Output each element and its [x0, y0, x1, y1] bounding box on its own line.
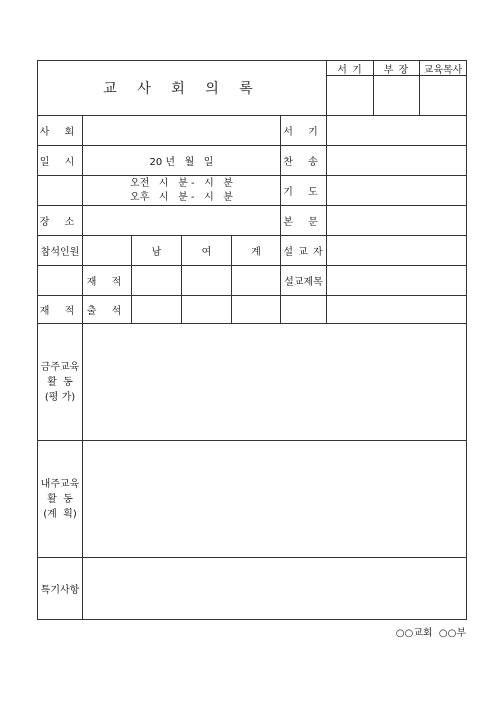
- next-week-line1: 내주교육: [40, 478, 80, 490]
- this-week-line1: 금주교육: [40, 361, 80, 373]
- field-chair[interactable]: [82, 115, 281, 146]
- sign-label-secretary: 서 기: [326, 60, 374, 76]
- label-place: 장 소: [37, 205, 83, 236]
- label-special: 특기사항: [37, 557, 83, 620]
- label-blank-left: [37, 265, 83, 296]
- this-week-line2: 활 동: [47, 376, 73, 388]
- field-date[interactable]: 20 년 월 일: [82, 145, 281, 176]
- field-hymn[interactable]: [326, 145, 467, 176]
- field-this-week[interactable]: [82, 323, 467, 441]
- field-preacher[interactable]: [326, 235, 467, 266]
- field-attendance-note[interactable]: [326, 295, 467, 324]
- field-special[interactable]: [82, 557, 467, 620]
- sign-box-secretary[interactable]: [326, 75, 374, 116]
- form-title: 교 사 회 의 록: [37, 60, 327, 116]
- label-female: 여: [181, 235, 232, 266]
- label-hymn: 찬 송: [280, 145, 327, 176]
- label-prayer: 기 도: [280, 175, 327, 206]
- field-place[interactable]: [82, 205, 281, 236]
- next-week-line3: (계 획): [43, 508, 77, 520]
- next-week-line2: 활 동: [47, 493, 73, 505]
- field-scripture[interactable]: [326, 205, 467, 236]
- field-enrolled-total[interactable]: [231, 265, 281, 296]
- sign-box-pastor[interactable]: [419, 75, 467, 116]
- field-attendance-female[interactable]: [181, 295, 232, 324]
- label-next-week: [37, 440, 83, 558]
- label-attendance: 출 석: [82, 295, 132, 324]
- field-enrolled-male[interactable]: [131, 265, 182, 296]
- label-enrolled: 재 적: [82, 265, 132, 296]
- this-week-line3: (평 가): [44, 391, 76, 403]
- attendees-blank: [82, 235, 132, 266]
- sign-label-pastor: 교육목사: [419, 60, 467, 76]
- label-date: 일 시: [37, 145, 83, 176]
- label-scripture: 본 문: [280, 205, 327, 236]
- field-prayer[interactable]: [326, 175, 467, 206]
- minutes-form: [37, 60, 467, 620]
- field-attendance-male[interactable]: [131, 295, 182, 324]
- label-attendees: 참석인원: [37, 235, 83, 266]
- label-preacher: 설 교 자: [280, 235, 327, 266]
- field-time[interactable]: [82, 175, 281, 206]
- label-time-blank: [37, 175, 83, 206]
- sign-box-director[interactable]: [373, 75, 420, 116]
- field-secretary[interactable]: [326, 115, 467, 146]
- time-am: 오전 시 분 - 시 분: [130, 177, 233, 189]
- label-sermon-title: 설교제목: [280, 265, 327, 296]
- time-pm: 오후 시 분 - 시 분: [130, 191, 233, 203]
- label-chair: 사 회: [37, 115, 83, 146]
- label-secretary: 서 기: [280, 115, 327, 146]
- sign-label-director: 부 장: [373, 60, 420, 76]
- label-male: 남: [131, 235, 182, 266]
- field-attendance-total[interactable]: [231, 295, 281, 324]
- label-this-week: [37, 323, 83, 441]
- field-enrolled-female[interactable]: [181, 265, 232, 296]
- label-enrolled-outer: 재 적: [37, 295, 83, 324]
- field-sermon-title[interactable]: [326, 265, 467, 296]
- church-footer: ○○교회 ○○부: [395, 628, 466, 639]
- label-total: 계: [231, 235, 281, 266]
- field-next-week[interactable]: [82, 440, 467, 558]
- field-attendance-extra[interactable]: [280, 295, 327, 324]
